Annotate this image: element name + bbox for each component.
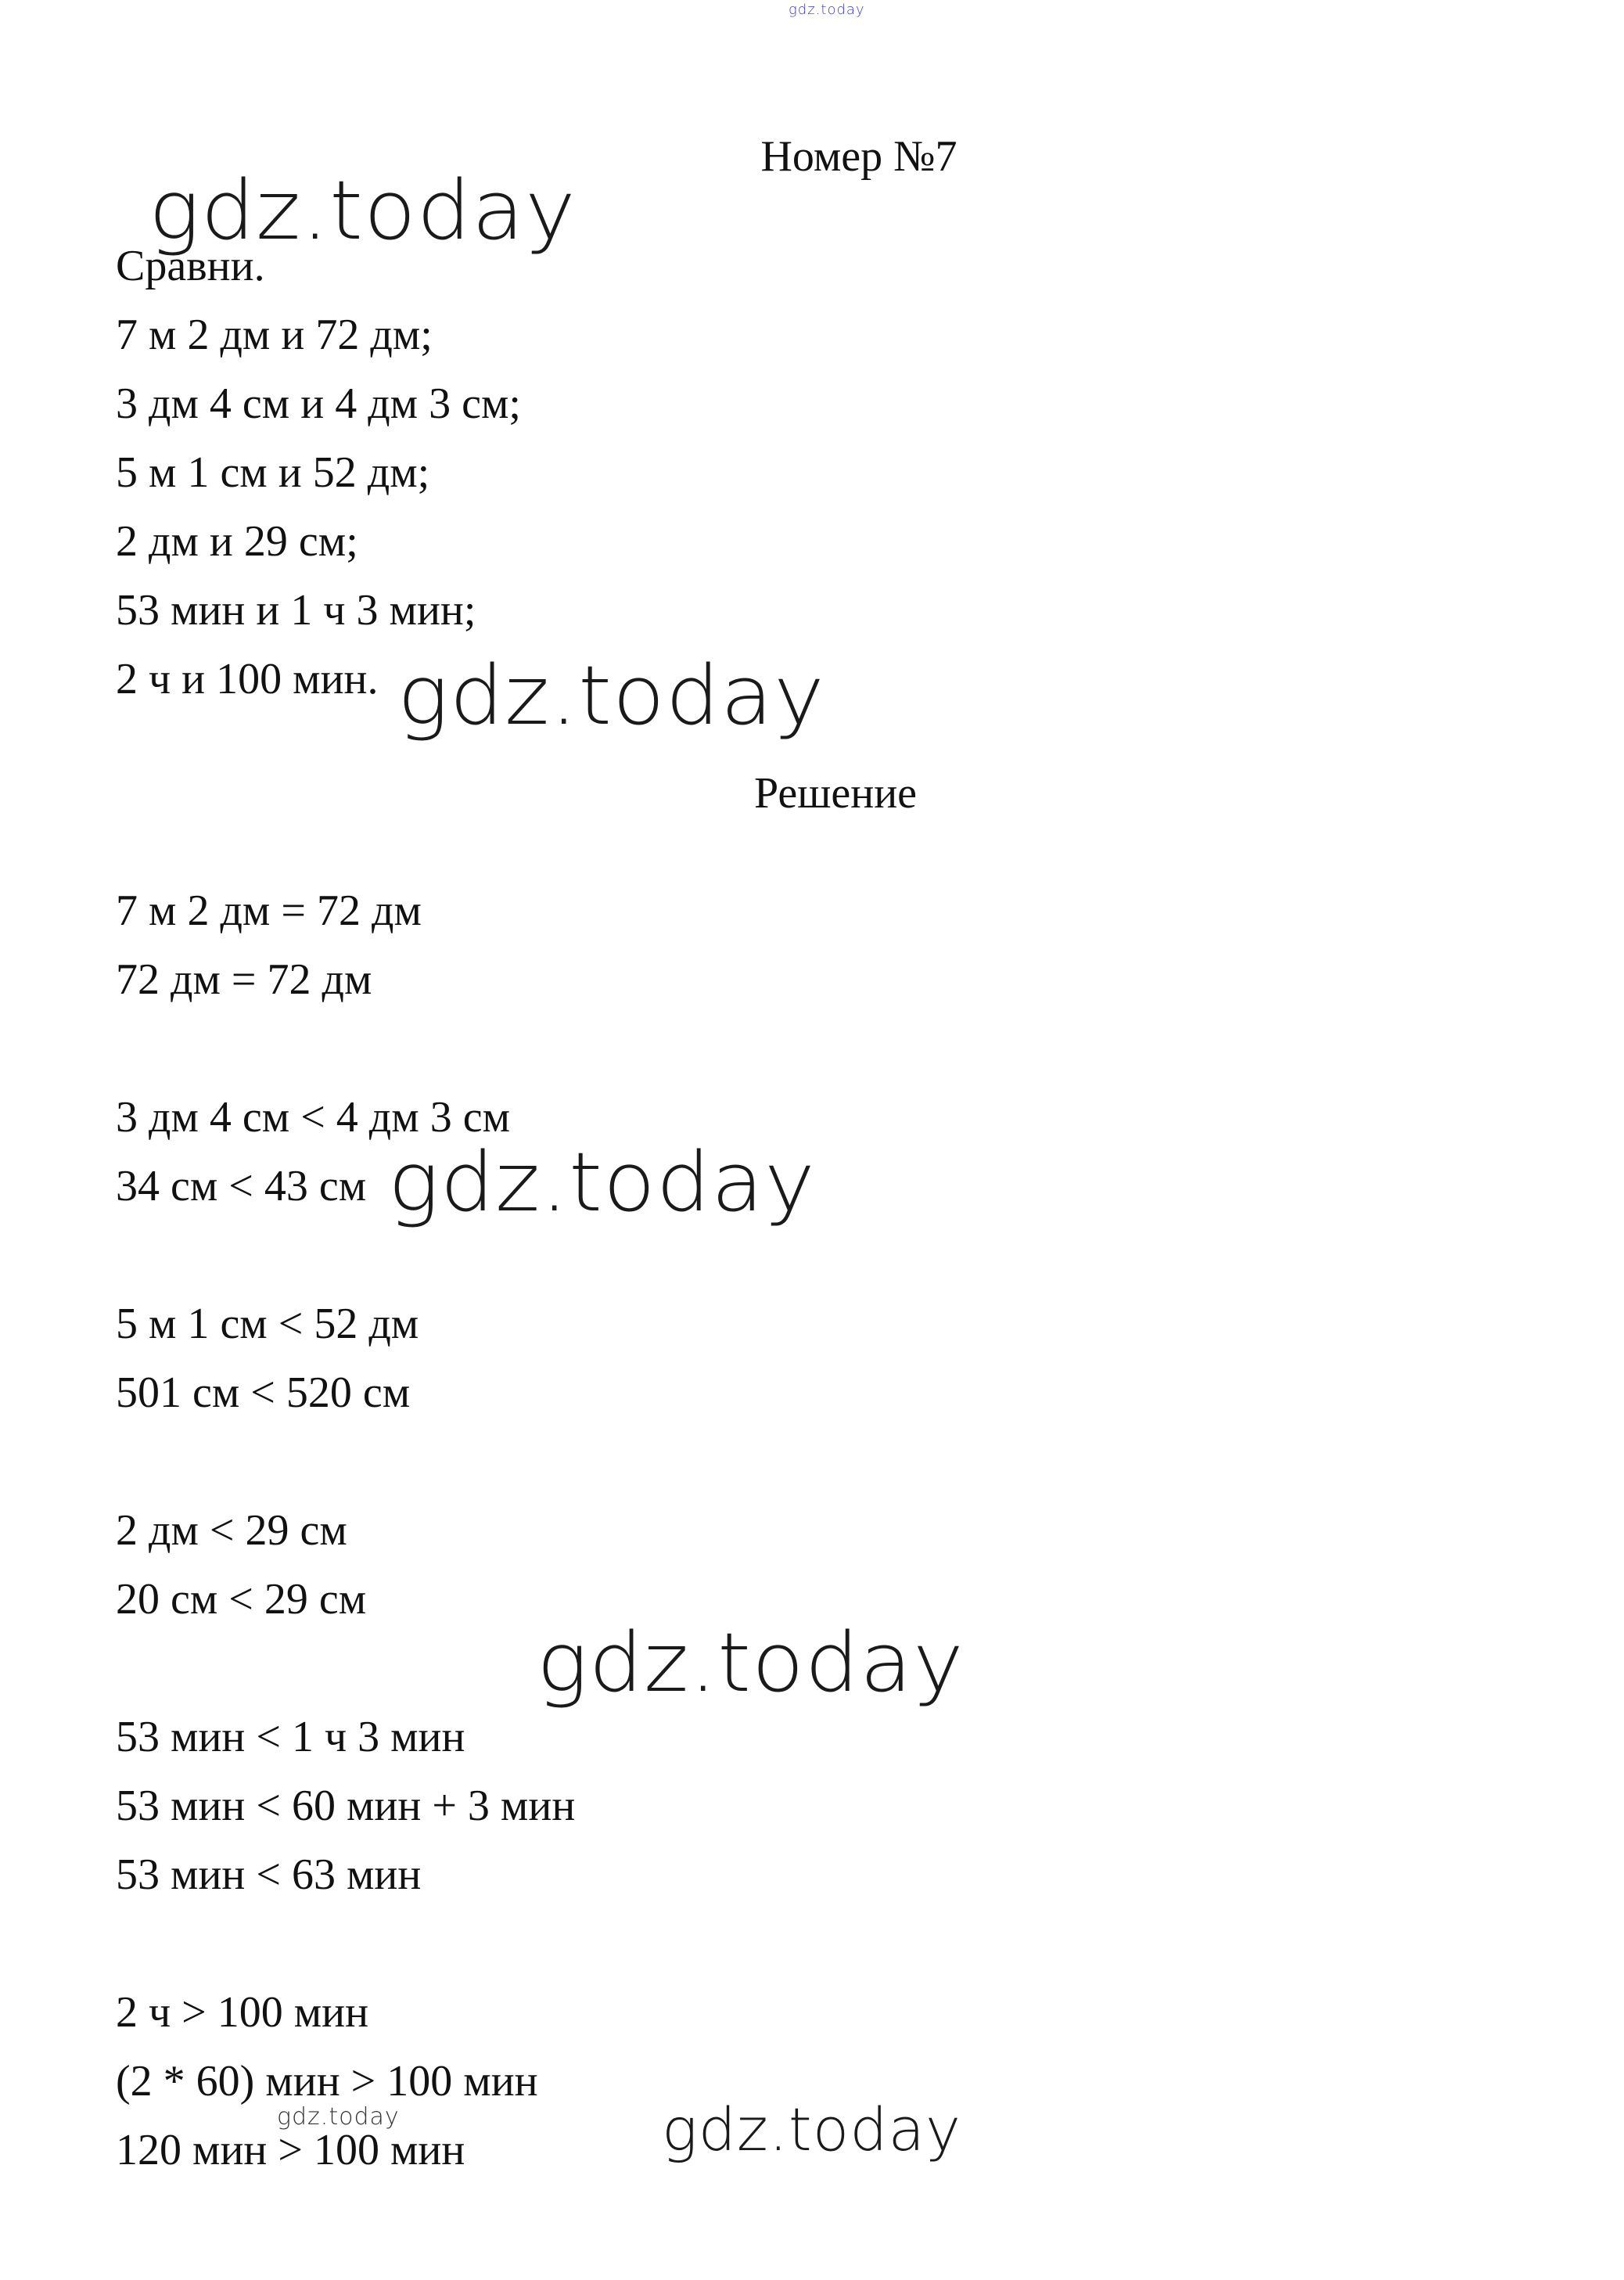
watermark-3: gdz.today (388, 1135, 816, 1230)
watermark-5: gdz.today (277, 2103, 400, 2131)
task-item-4: 2 дм и 29 см; (116, 517, 358, 566)
exercise-number-heading: Номер №7 (760, 132, 958, 181)
task-item-2: 3 дм 4 см и 4 дм 3 см; (116, 379, 521, 428)
task-prompt: Сравни. (116, 242, 265, 290)
watermark-2: gdz.today (397, 648, 825, 743)
watermark-1: gdz.today (149, 163, 577, 258)
solution-line-7: 2 дм < 29 см (116, 1506, 347, 1555)
watermark-4: gdz.today (537, 1615, 965, 1710)
solution-line-11: 53 мин < 63 мин (116, 1850, 422, 1899)
solution-line-13: (2 * 60) мин > 100 мин (116, 2057, 538, 2106)
solution-line-12: 2 ч > 100 мин (116, 1988, 369, 2037)
task-item-1: 7 м 2 дм и 72 дм; (116, 311, 433, 359)
task-item-5: 53 мин и 1 ч 3 мин; (116, 586, 476, 635)
task-item-6: 2 ч и 100 мин. (116, 655, 379, 703)
solution-line-5: 5 м 1 см < 52 дм (116, 1300, 419, 1348)
task-item-3: 5 м 1 см и 52 дм; (116, 448, 430, 497)
solution-line-9: 53 мин < 1 ч 3 мин (116, 1713, 465, 1761)
solution-line-1: 7 м 2 дм = 72 дм (116, 886, 422, 935)
solution-line-3: 3 дм 4 см < 4 дм 3 см (116, 1093, 511, 1142)
watermark-6: gdz.today (662, 2095, 961, 2164)
solution-line-6: 501 см < 520 см (116, 1368, 411, 1417)
solution-heading: Решение (753, 769, 918, 818)
solution-line-4: 34 см < 43 см (116, 1162, 367, 1210)
solution-line-2: 72 дм = 72 дм (116, 955, 372, 1004)
solution-line-14: 120 мин > 100 мин (116, 2126, 465, 2174)
solution-line-8: 20 см < 29 см (116, 1575, 367, 1624)
watermark-top: gdz.today (789, 2, 865, 18)
solution-line-10: 53 мин < 60 мин + 3 мин (116, 1782, 576, 1830)
